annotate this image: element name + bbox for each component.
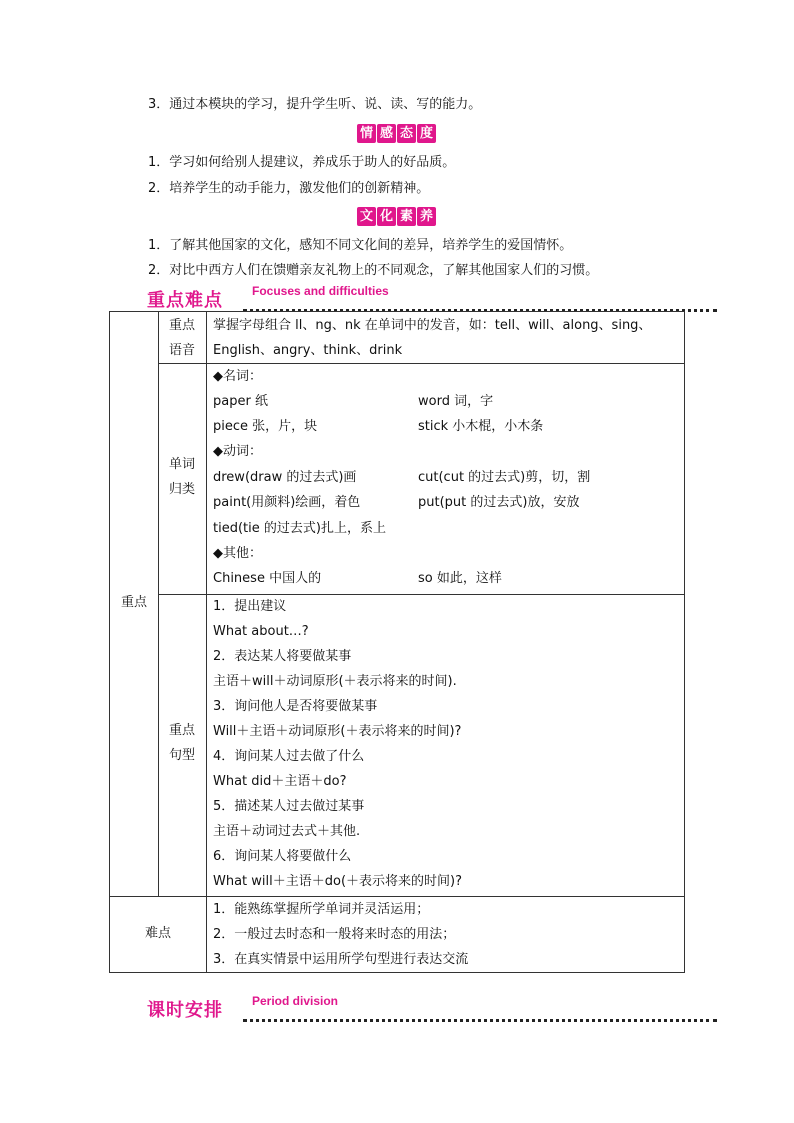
sentence-line: Will＋主语＋动词原形(＋表示将来的时间)? bbox=[213, 724, 462, 739]
vocab-head-noun: ◆名词： bbox=[213, 369, 262, 384]
sentence-line: What will＋主语＋do(＋表示将来的时间)? bbox=[213, 874, 463, 889]
sentence-line: What did＋主语＋do? bbox=[213, 774, 347, 789]
sentence-line: What about…? bbox=[213, 624, 309, 639]
difficulty-line: 2．一般过去时态和一般将来时态的用法； bbox=[213, 927, 456, 942]
badge-char: 素 bbox=[397, 207, 416, 226]
difficulty-label: 难点 bbox=[144, 926, 171, 941]
vocab-word: cut(cut 的过去式)剪，切，割 bbox=[418, 470, 591, 485]
vocab-word: put(put 的过去式)放，安放 bbox=[418, 495, 580, 510]
culture-item: 1．了解其他国家的文化，感知不同文化间的差异，培养学生的爱国情怀。 bbox=[148, 238, 573, 253]
phonetics-text: English、angry、think、drink bbox=[213, 343, 403, 358]
phonetics-text: 掌握字母组合 ll、ng、nk 在单词中的发音，如：tell、will、along、sing、 bbox=[213, 318, 652, 333]
difficulty-line: 1．能熟练掌握所学单词并灵活运用； bbox=[213, 902, 430, 917]
focus-table bbox=[109, 311, 685, 973]
sentence-line: 6．询问某人将要做什么 bbox=[213, 849, 352, 864]
vocab-word: drew(draw 的过去式)画 bbox=[213, 470, 357, 485]
badge-char: 文 bbox=[357, 207, 376, 226]
vocab-word: stick 小木棍，小木条 bbox=[418, 419, 544, 434]
vocab-head-other: ◆其他： bbox=[213, 546, 262, 561]
badge-char: 感 bbox=[377, 124, 396, 143]
vocab-word: tied(tie 的过去式)扎上，系上 bbox=[213, 521, 386, 536]
table-rule bbox=[206, 312, 207, 896]
vocab-word: paint(用颜料)绘画，着色 bbox=[213, 495, 361, 510]
section-title-cn: 课时安排 bbox=[147, 1000, 223, 1021]
sentence-line: 4．询问某人过去做了什么 bbox=[213, 749, 365, 764]
section-heading-period bbox=[147, 994, 717, 1024]
emotion-item: 2．培养学生的动手能力，激发他们的创新精神。 bbox=[148, 181, 430, 196]
table-rule bbox=[206, 896, 207, 972]
focus-label: 重点 bbox=[120, 595, 147, 610]
sentence-line: 5．描述某人过去做过某事 bbox=[213, 799, 365, 814]
section-heading-focus bbox=[147, 284, 717, 314]
goal-item: 3．通过本模块的学习，提升学生听、说、读、写的能力。 bbox=[148, 97, 482, 112]
table-rule bbox=[158, 312, 159, 896]
sentence-line: 1．提出建议 bbox=[213, 599, 287, 614]
badge-char: 情 bbox=[357, 124, 376, 143]
sentence-line: 2．表达某人将要做某事 bbox=[213, 649, 352, 664]
section-title-en: Focuses and difficulties bbox=[252, 284, 389, 298]
culture-item: 2．对比中西方人们在馈赠亲友礼物上的不同观念，了解其他国家人们的习惯。 bbox=[148, 263, 599, 278]
section-title-cn: 重点难点 bbox=[147, 290, 223, 311]
vocab-word: so 如此，这样 bbox=[418, 571, 502, 586]
emotion-badge bbox=[0, 124, 794, 143]
badge-char: 度 bbox=[417, 124, 436, 143]
phonetics-label: 重点 语音 bbox=[168, 318, 195, 358]
sentence-label: 重点 句型 bbox=[168, 723, 195, 763]
emotion-item: 1．学习如何给别人提建议，养成乐于助人的好品质。 bbox=[148, 155, 456, 170]
vocab-word: piece 张，片，块 bbox=[213, 419, 318, 434]
vocab-word: paper 纸 bbox=[213, 394, 268, 409]
badge-char: 化 bbox=[377, 207, 396, 226]
culture-badge bbox=[0, 207, 794, 226]
badge-char: 态 bbox=[397, 124, 416, 143]
difficulty-line: 3．在真实情景中运用所学句型进行表达交流 bbox=[213, 952, 469, 967]
dotted-leader bbox=[243, 1015, 717, 1022]
sentence-line: 主语＋动词过去式＋其他. bbox=[213, 824, 361, 839]
vocab-word: Chinese 中国人的 bbox=[213, 571, 322, 586]
sentence-line: 主语＋will＋动词原形(＋表示将来的时间). bbox=[213, 674, 457, 689]
sentence-line: 3．询问他人是否将要做某事 bbox=[213, 699, 378, 714]
vocab-head-verb: ◆动词： bbox=[213, 444, 262, 459]
section-title-en: Period division bbox=[252, 994, 339, 1008]
vocab-word: word 词，字 bbox=[418, 394, 494, 409]
vocab-label: 单词 归类 bbox=[168, 457, 195, 497]
badge-char: 养 bbox=[417, 207, 436, 226]
